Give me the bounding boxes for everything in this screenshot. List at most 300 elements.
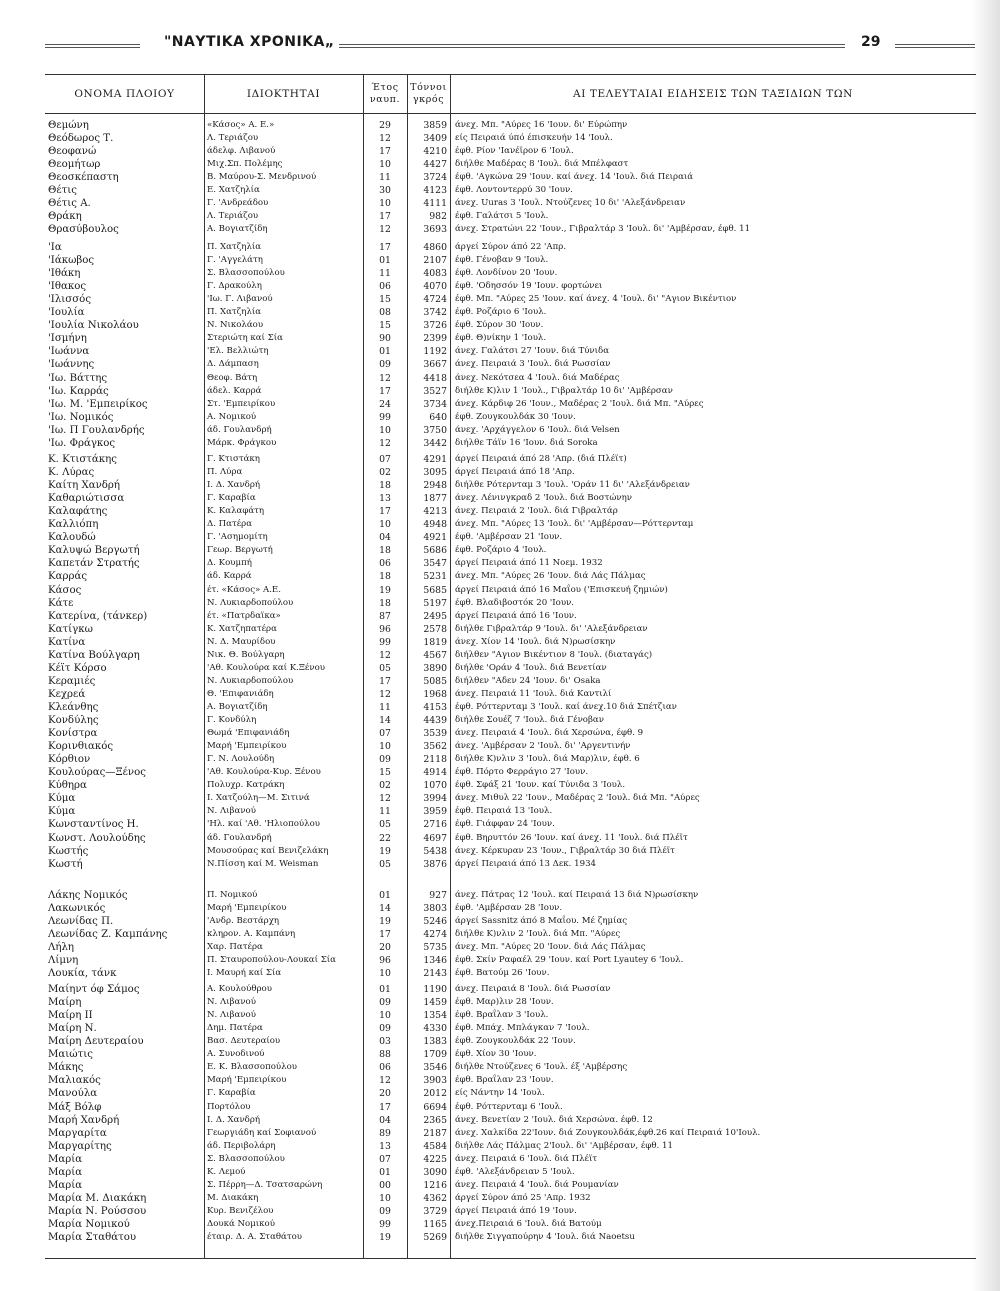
table-row [45, 902, 976, 915]
table-row [45, 792, 976, 805]
gross-tons: 3547 [423, 558, 447, 570]
ship-name: Κατίνα Βούλγαρη [48, 649, 140, 661]
latest-news: άνεχ. Πειραιά 8 'Ιουλ. διά Ρωσσίαν [455, 984, 611, 994]
table-row [45, 727, 976, 740]
owner: Ν. Λυκιαρδοπούλου [207, 675, 294, 686]
gross-tons: 3876 [423, 858, 447, 870]
build-year: 12 [379, 437, 391, 449]
gross-tons: 4291 [423, 454, 447, 465]
table-row [45, 518, 976, 531]
owner: Δ. Κουμπή [207, 558, 252, 569]
gross-tons: 3742 [423, 307, 447, 319]
owner: Πορτόλου [207, 1101, 251, 1112]
ship-name: Κωνστ. Λουλούδης [48, 832, 146, 844]
latest-news: έφθ. Λονδίνον 20 'Ιουν. [455, 268, 558, 279]
ship-name: Κύμα [48, 793, 76, 805]
gross-tons: 4860 [423, 242, 447, 253]
build-year: 14 [379, 903, 391, 914]
build-year: 06 [379, 281, 391, 293]
build-year: 89 [379, 1127, 391, 1139]
latest-news: άνεχ. Νεκότσεα 4 'Ιουλ. διά Μαδέρας [455, 372, 620, 383]
gross-tons: 2012 [423, 1088, 447, 1100]
ship-name: Μαρία Ν. Ρούσσου [48, 1205, 147, 1217]
build-year: 19 [379, 1232, 391, 1243]
ship-name: Μαίρη ΙΙ [48, 1010, 93, 1022]
build-year: 01 [379, 984, 391, 995]
build-year: 99 [379, 411, 391, 423]
latest-news: είς Νάντην 14 'Ιουλ. [455, 1088, 545, 1099]
build-year: 12 [379, 1075, 391, 1087]
ship-name: Θρασύβουλος [48, 224, 119, 236]
gross-tons: 4070 [423, 281, 447, 293]
gross-tons: 3562 [423, 741, 447, 753]
build-year: 01 [379, 346, 391, 358]
gross-tons: 3090 [423, 1166, 447, 1178]
latest-news: έφθ. Ρόττερνταμ 6 'Ιουλ. [455, 1101, 563, 1112]
gross-tons: 3546 [423, 1062, 447, 1074]
ship-name: Κλεάνθης [48, 702, 99, 713]
ship-name: Κατίνα [48, 636, 86, 648]
build-year: 02 [379, 467, 391, 479]
build-year: 17 [379, 211, 391, 223]
ship-name: Θέτις [48, 185, 77, 197]
gross-tons: 5085 [423, 675, 447, 687]
build-year: 10 [379, 741, 391, 753]
table-row [45, 544, 976, 557]
table-row [45, 197, 976, 210]
build-year: 24 [379, 398, 391, 410]
latest-news: διήλθε Ρότερνταμ 3 'Ιουλ. 'Οράν 11 δι' 'Αλεξάνδρειαν [455, 480, 690, 491]
latest-news: διήλθε Κ)νλιν 2 'Ιουλ. διά Μπ. "Αύρες [455, 929, 621, 940]
gross-tons: 4330 [423, 1023, 447, 1035]
table-row [45, 398, 976, 411]
latest-news: άργεί Σύρον άπό 22 'Απρ. [455, 242, 567, 252]
ship-name: Μαρία Σταθάτου [48, 1232, 137, 1243]
gross-tons: 3750 [423, 424, 447, 436]
gross-tons: 4584 [423, 1140, 447, 1152]
owner: 'Αθ. Κουλούρα-Κυρ. Ξένου [207, 767, 321, 778]
ship-name: Λουκία, τάνκ [48, 968, 117, 980]
ship-name: 'Ισμήνη [48, 333, 87, 345]
header-underline [45, 113, 976, 114]
gross-tons: 1216 [423, 1179, 447, 1191]
gross-tons: 3726 [423, 320, 447, 332]
ship-name: Λεωνίδας Ζ. Καμπάνης [48, 929, 168, 941]
table-row [45, 466, 976, 479]
owner: Γ. Κτιστάκη [207, 454, 260, 464]
journal-title: "ΝΑΥΤΙΚΑ ΧΡΟΝΙΚΑ„ [160, 34, 339, 50]
gross-tons: 2107 [423, 255, 447, 267]
build-year: 18 [379, 545, 391, 557]
header-rule-right [895, 44, 975, 48]
table-row [45, 210, 976, 223]
gross-tons: 4225 [423, 1153, 447, 1165]
build-year: 17 [379, 385, 391, 397]
gross-tons: 3803 [423, 903, 447, 914]
table-row [45, 1231, 976, 1244]
ship-name: 'Ιω. Βάττης [48, 372, 108, 384]
table-row [45, 223, 976, 236]
latest-news: άνεχ.Πειραιά 6 'Ιουλ. διά Βατούμ [455, 1218, 602, 1229]
owner: Α. Βογιατζίδη [207, 702, 268, 712]
ship-name: Μαρή Χανδρή [48, 1114, 120, 1126]
build-year: 00 [379, 1179, 391, 1191]
table-row [45, 636, 976, 649]
gross-tons: 4210 [423, 146, 447, 158]
owner: Μαρή 'Εμπειρίκου [207, 1075, 287, 1086]
owner: Σ. Πέρρη—Δ. Τσατσαρώνη [207, 1179, 323, 1190]
table-row [45, 941, 976, 954]
latest-news: έφθ. Μπάχ. Μπλάγκαν 7 'Ιουλ. [455, 1023, 590, 1034]
table-row [45, 983, 976, 996]
owner: Ε. Κ. Βλασσοπούλου [207, 1062, 297, 1073]
build-year: 12 [379, 688, 391, 700]
gross-tons: 4921 [423, 532, 447, 544]
ship-name: Λακωνικός [48, 903, 106, 914]
table-row [45, 453, 976, 466]
ship-name: Κεραμιές [48, 675, 96, 687]
build-year: 07 [379, 1153, 391, 1165]
gross-tons: 2365 [423, 1114, 447, 1126]
table-row [45, 649, 976, 662]
latest-news: άνεχ. Μπ. "Αύρες 13 'Ιουλ. δι' 'Αμβέρσαν—Ρόττερνταμ [455, 519, 694, 530]
owner: Γ. Κονδύλη [207, 715, 257, 725]
build-year: 96 [379, 623, 391, 635]
ship-name: Θεοφανώ [48, 146, 97, 158]
build-year: 10 [379, 198, 391, 210]
latest-news: έφθ. Γένοβαν 9 'Ιουλ. [455, 255, 549, 266]
table-row [45, 531, 976, 544]
build-year: 06 [379, 1062, 391, 1074]
owner: Δημ. Πατέρα [207, 1023, 263, 1034]
table-row [45, 171, 976, 184]
table-row [45, 492, 976, 505]
owner: άδ. Γουλανδρή [207, 832, 272, 843]
build-year: 11 [379, 806, 391, 818]
gross-tons: 1877 [423, 493, 447, 505]
table-row [45, 610, 976, 623]
gross-tons: 4724 [423, 294, 447, 306]
gross-tons: 3409 [423, 133, 447, 144]
ship-name: Καθαριώτισσα [48, 493, 125, 505]
latest-news: είς Πειραιά ύπό έπισκευήν 14 'Ιουλ. [455, 133, 613, 143]
gross-tons: 4083 [423, 268, 447, 280]
ship-name: 'Ιω. Μ. 'Εμπειρίκος [48, 398, 148, 410]
owner: Α. Νομικού [207, 411, 257, 422]
gross-tons: 4427 [423, 159, 447, 171]
build-year: 04 [379, 1114, 391, 1126]
gross-tons: 3994 [423, 793, 447, 805]
owner: Στεριώτη καί Σία [207, 333, 283, 344]
owner: Δουκά Νομικού [207, 1218, 275, 1229]
owner: Γ. 'Αγγελάτη [207, 255, 263, 266]
owner: Π. Λύρα [207, 467, 243, 478]
header-owners: ΙΔΙΟΚΤΗΤΑΙ [204, 75, 363, 114]
ship-name: Κ. Κτιστάκης [48, 454, 117, 465]
latest-news: διήλθεν "Αγιον Βικέντιον 8 'Ιουλ. (διαταγάς) [455, 649, 653, 660]
latest-news: διήλθε Κ)λιν 1 'Ιουλ., Γιβραλτάρ 10 δι' 'Αμβέρσαν [455, 385, 673, 396]
ship-name: Μαρία [48, 1179, 83, 1191]
latest-news: διήλθε 'Οράν 4 'Ιουλ. διά Βενετίαν [455, 662, 607, 673]
latest-news: διήλθεν "Αδεν 24 'Ιουν. δι' Osaka [455, 675, 601, 686]
gross-tons: 4439 [423, 715, 447, 726]
gross-tons: 5197 [423, 597, 447, 609]
ship-name: 'Ιάκωβος [48, 255, 95, 267]
latest-news: άνεχ. Uuras 3 'Ιουλ. Ντούζενες 10 δι' 'Αλεξάνδρειαν [455, 198, 686, 209]
ship-name: 'Ιθακος [48, 281, 87, 293]
latest-news: έφθ. Βηρυττόν 26 'Ιουν. καί άνεχ. 11 'Ιουλ. διά Πλέϊτ [455, 832, 688, 843]
latest-news: άνεχ. Γαλάτσι 27 'Ιουν. διά Τύνιδα [455, 346, 610, 357]
ship-name: Καλουδώ [48, 532, 96, 544]
owner: έταιρ. Δ. Α. Σταθάτου [207, 1232, 302, 1242]
gross-tons: 3693 [423, 224, 447, 236]
ship-name: Καλαφάτης [48, 506, 108, 518]
owner: Ν. Λιβανού [207, 997, 256, 1007]
gross-tons: 2143 [423, 968, 447, 980]
build-year: 09 [379, 359, 391, 371]
latest-news: άνεχ. Κάρδιφ 26 'Ιουν., Μαδέρας 2 'Ιουλ. διά Μπ. "Αύρες [455, 398, 704, 409]
owner: Γ. Ν. Λουλούδη [207, 754, 275, 765]
table-row [45, 714, 976, 727]
latest-news: έφθ. Χίον 30 'Ιουν. [455, 1049, 537, 1060]
gross-tons: 4697 [423, 832, 447, 844]
build-year: 13 [379, 493, 391, 505]
gross-tons: 3959 [423, 806, 447, 818]
table-row [45, 889, 976, 902]
gross-tons: 5735 [423, 942, 447, 954]
table-row [45, 805, 976, 818]
latest-news: έφθ. Βραΐλαν 23 'Ιουν. [455, 1075, 554, 1086]
gross-tons: 3903 [423, 1075, 447, 1087]
table-row [45, 740, 976, 753]
ship-name: Καλυψώ Βεργωτή [48, 545, 140, 557]
latest-news: άνεχ. Χαλκίδα 22'Ιουν. διά Ζουγκουλδάκ,έφθ.26 καί Πειραιά 10'Ιουλ. [455, 1127, 761, 1138]
build-year: 10 [379, 424, 391, 436]
build-year: 10 [379, 1192, 391, 1204]
table-row [45, 424, 976, 437]
ship-name: Καπετάν Στρατής [48, 558, 140, 570]
owner: Γ. 'Ανδρεάδου [207, 198, 269, 209]
ship-name: Λεωνίδας Π. [48, 916, 114, 928]
table-row [45, 557, 976, 570]
latest-news: άνεχ. Πειραιά 6 'Ιουλ. διά Πλέϊτ [455, 1153, 598, 1164]
ship-name: Λίμνη [48, 955, 79, 967]
owner: Ν. Λυκιαρδοπούλου [207, 597, 294, 608]
gross-tons: 4274 [423, 929, 447, 941]
ship-name: Μάξ Βόλφ [48, 1101, 102, 1113]
owner: Βασ. Δευτεραίου [207, 1036, 281, 1047]
build-year: 10 [379, 519, 391, 531]
gross-tons: 1459 [423, 997, 447, 1008]
owner: Νικ. Θ. Βούλγαρη [207, 649, 285, 660]
gross-tons: 2948 [423, 480, 447, 492]
header-ship-name: ΟΝΟΜΑ ΠΛΟΙΟΥ [45, 75, 204, 114]
build-year: 03 [379, 1036, 391, 1048]
table-row [45, 267, 976, 280]
gross-tons: 3890 [423, 662, 447, 674]
owner: Ν. Λιβανού [207, 1010, 256, 1021]
latest-news: έφθ. Ρίον 'Ιανέϊρον 6 'Ιουλ. [455, 146, 574, 157]
gross-tons: 5246 [423, 916, 447, 928]
table-row [45, 293, 976, 306]
latest-news: έφθ. Βλαδιβοστόκ 20 'Ιουν. [455, 597, 575, 608]
ship-name: Κονίστρα [48, 728, 98, 739]
owner: Γεωργιάδη καί Σοφιανού [207, 1127, 317, 1138]
latest-news: άργεί Σύρον άπό 25 'Απρ. 1932 [455, 1192, 591, 1203]
table-row [45, 1140, 976, 1153]
latest-news: έφθ. Ζουγκουλδάκ 22 'Ιουν. [455, 1036, 576, 1047]
table-row [45, 372, 976, 385]
ship-name: Κάτε [48, 597, 74, 609]
gross-tons: 982 [429, 211, 447, 223]
ship-name: Μαρία [48, 1153, 83, 1165]
ship-name: Θράκη [48, 211, 82, 223]
owner: Σ. Βλασσοπούλου [207, 1153, 285, 1164]
gross-tons: 1819 [423, 636, 447, 648]
owner: Θεοφ. Βάτη [207, 372, 258, 383]
latest-news: άργεί Sassnitz άπό 8 Μαΐου. Μέ ζημίας [455, 916, 628, 927]
latest-news: διήλθε Ντούζενες 6 'Ιουλ. έξ 'Αμβέρσης [455, 1062, 628, 1073]
ship-name: Κόρθιον [48, 754, 91, 766]
owner: Μάρκ. Φράγκου [207, 437, 277, 448]
owner: Κυρ. Βενιζέλου [207, 1205, 274, 1216]
owner: Γ. Καραβία [207, 493, 256, 504]
latest-news: άνεχ. 'Αρχάγγελον 6 'Ιουλ. διά Velsen [455, 424, 620, 435]
gross-tons: 3724 [423, 172, 447, 184]
ship-name: Μαρία [48, 1166, 83, 1178]
owner: Στ. 'Εμπειρίκου [207, 398, 276, 409]
gross-tons: 2495 [423, 610, 447, 622]
header-rule-middle [303, 44, 845, 48]
ship-name: Καλλιόπη [48, 519, 99, 531]
gross-tons: 640 [429, 411, 447, 423]
ship-name: Καίτη Χανδρή [48, 480, 121, 492]
build-year: 11 [379, 268, 391, 280]
latest-news: έφθ. Λοντοντερρύ 30 'Ιουν. [455, 185, 573, 196]
owner: Π. Νομικού [207, 890, 258, 900]
latest-news: άνεχ. Χίον 14 'Ιουλ. διά Ν)ρωσίσκην [455, 636, 616, 647]
latest-news: έφθ. Ροζάριο 6 'Ιουλ. [455, 307, 547, 318]
header-build-year: Έτος ναυπ. [363, 75, 407, 114]
build-year: 17 [379, 242, 391, 253]
gross-tons: 3859 [423, 120, 447, 131]
build-year: 06 [379, 558, 391, 570]
ship-name: 'Ιω. Νομικός [48, 411, 114, 423]
table-row [45, 184, 976, 197]
owner: Π. Χατζηλία [207, 242, 262, 252]
gross-tons: 5269 [423, 1232, 447, 1243]
table-row [45, 928, 976, 941]
ship-name: Κουλούρας—Ξένος [48, 767, 146, 779]
latest-news: άνεχ. Μπ. "Αύρες 16 'Ιουν. δι' Εύρώπην [455, 120, 628, 130]
table-row [45, 345, 976, 358]
ship-name: Κατερίνα, (τάνκερ) [48, 610, 148, 622]
latest-news: άργεί Πειραιά άπό 16 'Ιουν. [455, 610, 577, 621]
owner: Κ. Καλαφάτη [207, 506, 265, 517]
latest-news: έφθ. 'Αμβέρσαν 28 'Ιουν. [455, 903, 563, 913]
build-year: 07 [379, 454, 391, 465]
latest-news: άνεχ. Μπ. "Αύρες 20 'Ιουν. διά Λάς Πάλμας [455, 942, 646, 953]
table-row [45, 779, 976, 792]
owner: Μαρή 'Εμπειρίκου [207, 903, 287, 913]
gross-tons: 2187 [423, 1127, 447, 1139]
latest-news: έφθ. Γιάφφαν 24 'Ιουν. [455, 819, 555, 830]
latest-news: άργεί Πειραιά άπό 16 Μαΐου ('Επισκευή ζημιών) [455, 584, 668, 595]
build-year: 20 [379, 942, 391, 954]
table-row [45, 254, 976, 267]
gross-tons: 5231 [423, 571, 447, 583]
gross-tons: 6694 [423, 1101, 447, 1113]
latest-news: έφθ. Ροζάριο 4 'Ιουλ. [455, 545, 547, 556]
latest-news: έφθ. Μαρ)λιν 28 'Ιουν. [455, 997, 554, 1007]
gross-tons: 4111 [423, 198, 447, 210]
ship-name: 'Ιθάκη [48, 268, 81, 280]
gross-tons: 3442 [423, 437, 447, 449]
gross-tons: 2118 [423, 754, 447, 766]
build-year: 88 [379, 1049, 391, 1061]
ship-name: Μαίρη Δευτεραίου [48, 1036, 144, 1048]
gross-tons: 1709 [423, 1049, 447, 1061]
table-row [45, 306, 976, 319]
gross-tons: 5685 [423, 584, 447, 596]
owner: Μουσούρας καί Βενιζελάκη [207, 845, 329, 856]
owner: Β. Μαύρου-Σ. Μενδρινού [207, 172, 317, 183]
owner: Κ. Λεμού [207, 1166, 246, 1177]
table-row [45, 280, 976, 293]
latest-news: διήλθε Κ)νλιν 3 'Ιουλ. διά Μαρ)λιν, έφθ. 6 [455, 754, 640, 765]
owner: Γεωρ. Βεργωτή [207, 545, 273, 556]
gross-tons: 927 [429, 890, 447, 901]
build-year: 01 [379, 890, 391, 901]
owner: άδ. Γουλανδρή [207, 424, 272, 435]
owner: άδελ. Καρρά [207, 385, 262, 396]
owner: Γ. Δρακούλη [207, 281, 262, 292]
table-row [45, 623, 976, 636]
build-year: 17 [379, 1101, 391, 1113]
table-row [45, 1022, 976, 1035]
owner: Σ. Βλασσοπούλου [207, 268, 285, 279]
build-year: 10 [379, 1010, 391, 1022]
ship-name: 'Ιω. Φράγκος [48, 437, 116, 449]
ship-name: Μαίηντ όφ Σάμος [48, 984, 140, 995]
ship-name: Κύμα [48, 806, 76, 818]
build-year: 15 [379, 294, 391, 306]
latest-news: άργεί Πειραιά άπό 13 Δεκ. 1934 [455, 858, 597, 869]
build-year: 19 [379, 584, 391, 596]
table-row [45, 915, 976, 928]
build-year: 07 [379, 728, 391, 739]
table-row [45, 662, 976, 675]
ship-name: 'Ιωάννης [48, 359, 95, 371]
latest-news: άνεχ. Κέρκυραν 23 'Ιουν., Γιβραλτάρ 30 διά Πλέϊτ [455, 845, 675, 856]
build-year: 14 [379, 715, 391, 726]
table-row [45, 1114, 976, 1127]
build-year: 01 [379, 1166, 391, 1178]
gross-tons: 5438 [423, 845, 447, 857]
build-year: 12 [379, 649, 391, 661]
table-row [45, 1061, 976, 1074]
ship-name: Μανούλα [48, 1088, 98, 1100]
build-year: 20 [379, 1088, 391, 1100]
ship-name: Μαίρη [48, 997, 82, 1008]
gross-tons: 1192 [423, 346, 447, 358]
owner: Ι. Μαυρή καί Σία [207, 968, 282, 979]
ship-name: Μαιώτις [48, 1049, 93, 1061]
ship-name: 'Ια [48, 242, 62, 253]
build-year: 17 [379, 929, 391, 941]
ship-name: Μαρία Μ. Διακάκη [48, 1192, 147, 1204]
header-gross-tons: Τόννοι γκρός [407, 75, 450, 114]
